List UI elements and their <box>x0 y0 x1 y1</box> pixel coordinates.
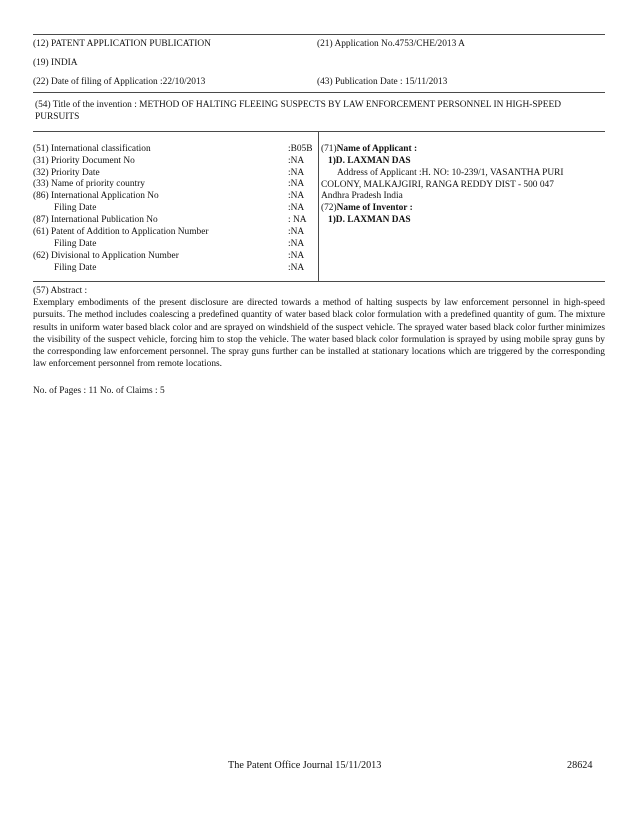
bib-value: :B05B <box>288 143 313 154</box>
bib-label: (62) Divisional to Application Number <box>33 250 179 261</box>
applicant-heading-text: Name of Applicant : <box>336 143 418 154</box>
applicant-heading <box>321 144 605 156</box>
country: (19) INDIA <box>33 58 78 69</box>
applicant-address-2: COLONY, MALKAJGIRI, RANGA REDDY DIST - 500 047 <box>321 179 554 190</box>
bib-label: (32) Priority Date <box>33 167 100 178</box>
abstract-section <box>33 282 605 397</box>
bib-label: (61) Patent of Addition to Application Number <box>33 227 209 238</box>
inventor-heading-text: Name of Inventor : <box>336 203 413 214</box>
bib-row <box>33 227 318 239</box>
bib-value: :NA <box>288 179 305 190</box>
bib-row <box>33 239 318 251</box>
bib-value: :NA <box>288 262 305 273</box>
publication-type: (12) PATENT APPLICATION PUBLICATION <box>33 39 211 50</box>
bib-label: Filing Date <box>54 238 97 249</box>
abstract-heading: (57) Abstract : <box>33 285 88 296</box>
application-number: (21) Application No.4753/CHE/2013 A <box>317 39 465 50</box>
header-row-1 <box>33 35 605 54</box>
page-number: 28624 <box>567 760 593 771</box>
header-row-2 <box>33 54 605 73</box>
bib-row <box>33 191 318 203</box>
bib-label: (87) International Publication No <box>33 215 158 226</box>
abstract-text: Exemplary embodiments of the present disclosure are directed towards a method of halting suspects by law enforcement personnel in high-speed pursuits. The method includes coalescing a predefined quantity of water based black color formulation with a predefined quantity of gum. The mixture results in uniform water based black color and are sprayed on windshield of the suspect vehicle. The sprayed water based black color further minimizes the visibility of the suspect vehicle, forcing him to stop the vehicle. The water based black color formulation is sprayed by using mobile spray guns by the corresponding law enforcement personnel. The spray guns further can be installed at stationary locations which are triggered by the corresponding law enforcement personnel from remote locations. <box>33 297 605 370</box>
bib-row <box>33 168 318 180</box>
bibliographic-section <box>33 132 605 282</box>
bib-label: (33) Name of priority country <box>33 179 145 190</box>
publication-date: (43) Publication Date : 15/11/2013 <box>317 77 448 88</box>
bib-label: (86) International Application No <box>33 191 159 202</box>
bib-value: :NA <box>288 238 305 249</box>
bib-value: :NA <box>288 155 305 166</box>
bib-label: Filing Date <box>54 262 97 273</box>
bib-row <box>33 179 318 191</box>
bib-value: :NA <box>288 203 305 214</box>
bib-row <box>33 215 318 227</box>
applicant-address-1: Address of Applicant :H. NO: 10-239/1, VASANTHA PURI <box>337 167 564 178</box>
inventor-heading <box>321 203 605 215</box>
pages-and-claims: No. of Pages : 11 No. of Claims : 5 <box>33 385 165 396</box>
bibliographic-fields <box>33 132 319 281</box>
journal-name: The Patent Office Journal 15/11/2013 <box>228 760 382 771</box>
inventor-code: (72) <box>321 203 337 214</box>
header-row-3 <box>33 73 605 92</box>
invention-title: (54) Title of the invention : METHOD OF HALTING FLEEING SUSPECTS BY LAW ENFORCEMENT PERSONNEL IN HIGH-SPEED PURSUITS <box>35 100 561 123</box>
bib-value: :NA <box>288 227 305 238</box>
inventor-name: 1)D. LAXMAN DAS <box>328 215 411 226</box>
bib-value: : NA <box>288 215 307 226</box>
bib-value: :NA <box>288 167 305 178</box>
bib-row <box>33 251 318 263</box>
bib-row <box>33 144 318 156</box>
applicant-name: 1)D. LAXMAN DAS <box>328 155 411 166</box>
applicant-code: (71) <box>321 143 337 154</box>
filing-date: (22) Date of filing of Application :22/10/2013 <box>33 77 206 88</box>
bib-row <box>33 156 318 168</box>
bib-label: Filing Date <box>54 203 97 214</box>
bib-value: :NA <box>288 191 305 202</box>
applicant-inventor-block <box>319 132 605 281</box>
bib-label: (51) International classification <box>33 143 151 154</box>
patent-record <box>33 34 605 397</box>
applicant-address-3: Andhra Pradesh India <box>321 191 403 202</box>
bib-row <box>33 203 318 215</box>
bib-label: (31) Priority Document No <box>33 155 135 166</box>
bib-value: :NA <box>288 250 305 261</box>
bib-row <box>33 263 318 275</box>
